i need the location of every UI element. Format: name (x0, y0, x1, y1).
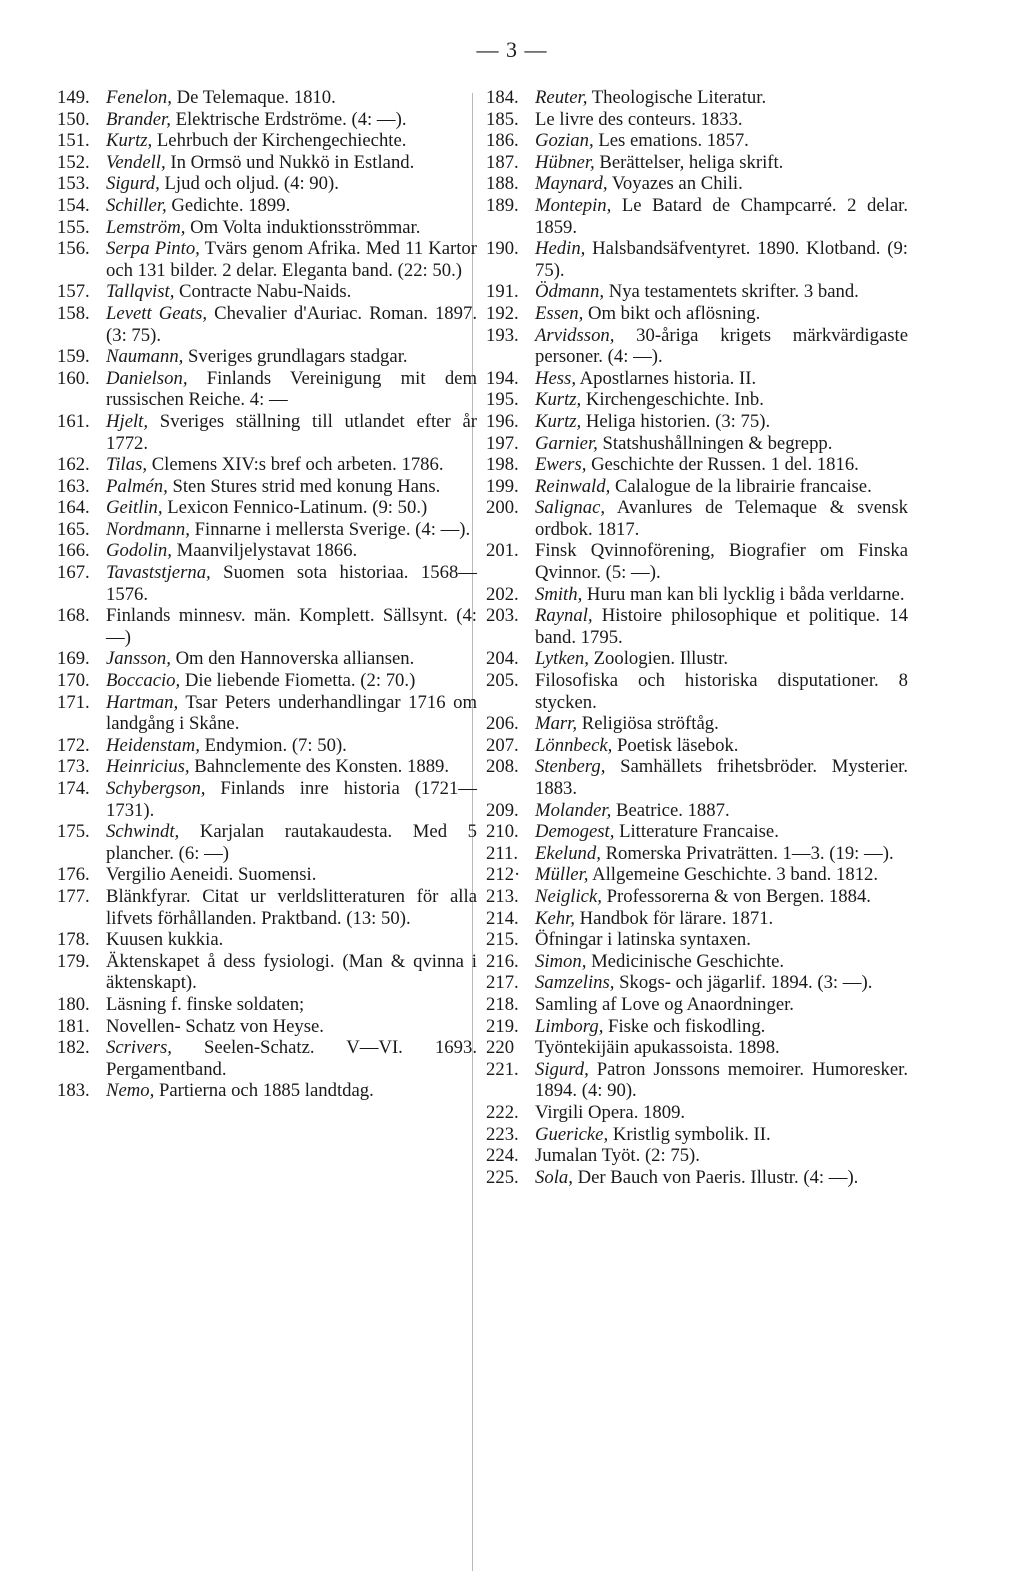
entry-title: Gedichte. 1899. (166, 194, 291, 216)
right-column (486, 87, 908, 1188)
entry-author: Neiglick, (535, 885, 602, 907)
entry-author: Geitlin, (106, 497, 163, 519)
entry-author: Brander, (106, 108, 171, 130)
entry-title: Die liebende Fiometta. (2: 70.) (180, 670, 416, 692)
catalog-entry (57, 1037, 477, 1080)
catalog-entry (486, 1016, 908, 1038)
catalog-entry (57, 605, 477, 648)
entry-title: Romerska Privaträtten. 1—3. (19: —). (600, 842, 894, 864)
catalog-entry (57, 1080, 477, 1102)
entry-title: Clemens XIV:s bref och arbeten. 1786. (147, 454, 444, 476)
entry-number: 196. (486, 410, 519, 432)
catalog-entry (57, 497, 477, 519)
entry-author: Serpa Pinto, (106, 238, 200, 260)
entry-number: 162. (57, 454, 90, 476)
entry-title: Finlands minnesv. män. Komplett. Sällsynt. (4: —) (106, 605, 477, 648)
entry-number: 166. (57, 540, 90, 562)
entry-author: Salignac, (535, 497, 606, 519)
entry-author: Limborg, (535, 1015, 604, 1037)
catalog-entry (57, 1016, 477, 1038)
entry-author: Kurtz, (535, 410, 582, 432)
catalog-entry (486, 670, 908, 713)
entry-number: 189. (486, 194, 519, 216)
entry-author: Reuter, (535, 87, 588, 108)
entry-number: 159. (57, 346, 90, 368)
entry-title: 30-åriga krigets märkvärdigaste personer. (4: —). (535, 324, 908, 368)
catalog-entry (57, 519, 477, 541)
catalog-entry (57, 195, 477, 217)
entry-number: 215. (486, 929, 519, 951)
entry-author: Müller, (535, 864, 589, 886)
entry-author: Garnier, (535, 432, 598, 454)
catalog-entry (57, 454, 477, 476)
catalog-entry (486, 87, 908, 109)
entry-title: Theologische Literatur. (587, 87, 767, 108)
entry-title: Finsk Qvinnoförening, Biografier om Finska Qvinnor. (5: —). (535, 540, 908, 584)
catalog-entry (486, 1167, 908, 1189)
catalog-entry (57, 929, 477, 951)
entry-title: Bahnclemente des Konsten. 1889. (189, 756, 450, 778)
catalog-entry (57, 670, 477, 692)
entry-number: 175. (57, 821, 90, 843)
entry-number: 184. (486, 87, 519, 108)
catalog-entry (57, 864, 477, 886)
entry-title: Chevalier d'Auriac. Roman. 1897. (3: 75). (106, 302, 477, 346)
entry-number: 220 (486, 1037, 515, 1059)
entry-title: Patron Jonssons memoirer. Humoresker. 1894. (4: 90). (535, 1058, 908, 1102)
entry-number: 216. (486, 950, 519, 972)
catalog-entry (486, 929, 908, 951)
entry-number: 151. (57, 130, 90, 152)
entry-title: Seelen-Schatz. V—VI. 1693. Pergamentband. (106, 1037, 477, 1080)
entry-author: Danielson, (106, 367, 188, 389)
entry-title: Om den Hannoverska alliansen. (170, 648, 415, 670)
entry-number: 202. (486, 583, 519, 605)
entry-title: Läsning f. finske soldaten; (106, 993, 305, 1015)
entry-number: 179. (57, 950, 90, 972)
entry-title: De Telemaque. 1810. (171, 87, 336, 108)
catalog-entry (486, 454, 908, 476)
catalog-entry (486, 173, 908, 195)
entry-number: 183. (57, 1080, 90, 1102)
entry-number: 169. (57, 648, 90, 670)
catalog-entry (486, 540, 908, 583)
entry-author: Reinwald, (535, 475, 611, 497)
catalog-entry (57, 130, 477, 152)
entry-title: Berättelser, heliga skrift. (594, 151, 784, 173)
entry-author: Nemo, (106, 1080, 155, 1102)
entry-author: Simon, (535, 950, 587, 972)
catalog-entry (57, 109, 477, 131)
entry-author: Sola, (535, 1166, 573, 1188)
entry-number: 207. (486, 734, 519, 756)
entry-number: 174. (57, 778, 90, 799)
entry-number: 194. (486, 367, 519, 389)
entry-author: Heinricius, (106, 756, 190, 778)
entry-number: 224. (486, 1145, 519, 1167)
entry-number: 152. (57, 151, 90, 173)
catalog-entry (486, 605, 908, 648)
entry-author: Essen, (535, 302, 584, 324)
entry-author: Vendell, (106, 151, 166, 173)
catalog-entry (486, 994, 908, 1016)
entry-number: 160. (57, 367, 90, 389)
entry-title: Le Batard de Champcarré. 2 delar. 1859. (535, 194, 908, 238)
catalog-entry (57, 476, 477, 498)
catalog-entry (486, 303, 908, 325)
entry-number: 223. (486, 1123, 519, 1145)
entry-title: Allgemeine Geschichte. 3 band. 1812. (588, 864, 879, 886)
entry-title: Avanlures de Telemaque & svensk ordbok. 1817. (535, 497, 908, 540)
entry-title: Ljud och oljud. (4: 90). (159, 173, 339, 195)
catalog-entry (486, 476, 908, 498)
entry-number: 206. (486, 713, 519, 735)
catalog-entry (486, 584, 908, 606)
entry-title: Tsar Peters underhandlingar 1716 om landgång i Skåne. (106, 691, 477, 735)
catalog-entry (57, 778, 477, 821)
catalog-entry (486, 130, 908, 152)
catalog-entry (486, 821, 908, 843)
catalog-entry (57, 281, 477, 303)
entry-number: 157. (57, 281, 90, 303)
catalog-entry (57, 886, 477, 929)
entry-number: 225. (486, 1166, 519, 1188)
catalog-entry (57, 735, 477, 757)
catalog-entry (57, 821, 477, 864)
entry-author: Schiller, (106, 194, 167, 216)
entry-number: 173. (57, 756, 90, 778)
entry-number: 176. (57, 864, 90, 886)
entry-number: 198. (486, 454, 519, 476)
catalog-entry (57, 648, 477, 670)
entry-title: Kirchengeschichte. Inb. (581, 389, 764, 411)
entry-title: Finlands Vereinigung mit dem russischen Reiche. 4: — (106, 367, 477, 411)
entry-title: Litterature Francaise. (614, 821, 779, 843)
entry-number: 205. (486, 670, 519, 692)
entry-title: Le livre des conteurs. 1833. (535, 108, 743, 130)
entry-number: 214. (486, 907, 519, 929)
entry-title: Zoologien. Illustr. (588, 648, 729, 670)
entry-number: 180. (57, 993, 90, 1015)
catalog-entry (486, 195, 908, 238)
entry-author: Boccacio, (106, 670, 181, 692)
entry-title: Fiske och fiskodling. (603, 1015, 766, 1037)
entry-number: 178. (57, 929, 90, 951)
entry-title: Geschichte der Russen. 1 del. 1816. (586, 454, 859, 476)
entry-author: Lönnbeck, (535, 734, 613, 756)
catalog-entry (486, 843, 908, 865)
catalog-entry (486, 433, 908, 455)
entry-author: Kehr, (535, 907, 575, 929)
entry-number: 221. (486, 1058, 519, 1080)
entry-number: 204. (486, 648, 519, 670)
entry-title: Endymion. (7: 50). (199, 734, 347, 756)
entry-author: Kurtz, (535, 389, 582, 411)
entry-author: Smith, (535, 583, 583, 605)
entry-author: Stenberg, (535, 756, 606, 778)
catalog-entry (486, 411, 908, 433)
catalog-entry (486, 1102, 908, 1124)
entry-author: Levett Geats, (106, 302, 208, 324)
entry-number: 219. (486, 1015, 519, 1037)
entry-title: Nya testamentets skrifter. 3 band. (604, 281, 859, 303)
entry-title: Blänkfyrar. Citat ur verldslitteraturen för alla lifvets förhållanden. Praktband. (13: 50). (106, 885, 477, 929)
entry-title: Kuusen kukkia. (106, 929, 224, 951)
entry-title: In Ormsö und Nukkö in Estland. (165, 151, 415, 173)
catalog-entry (486, 713, 908, 735)
entry-author: Tallqvist, (106, 281, 175, 303)
catalog-entry (57, 540, 477, 562)
entry-title: Jumalan Työt. (2: 75). (535, 1145, 700, 1167)
entry-author: Samzelins, (535, 972, 615, 994)
entry-author: Hjelt, (106, 410, 149, 432)
entry-title: Professorerna & von Bergen. 1884. (601, 885, 871, 907)
catalog-entry (57, 217, 477, 239)
entry-number: 211. (486, 842, 519, 864)
entry-title: Virgili Opera. 1809. (535, 1101, 686, 1123)
entry-author: Kurtz, (106, 130, 153, 152)
entry-title: Partierna och 1885 landtdag. (154, 1080, 374, 1102)
catalog-entry (486, 281, 908, 303)
entry-number: 177. (57, 885, 90, 907)
catalog-entry (486, 864, 908, 886)
entry-author: Ödmann, (535, 281, 605, 303)
entry-author: Lemström, (106, 216, 186, 238)
entry-title: Öfningar i latinska syntaxen. (535, 929, 751, 951)
entry-author: Montepin, (535, 194, 612, 216)
entry-number: 163. (57, 475, 90, 497)
entry-author: Demogest, (535, 821, 615, 843)
entry-title: Medicinische Geschichte. (586, 950, 785, 972)
entry-author: Maynard, (535, 173, 608, 195)
entry-author: Raynal, (535, 605, 593, 627)
entry-author: Ekelund, (535, 842, 601, 864)
entry-number: 212· (486, 864, 521, 886)
entry-author: Fenelon, (106, 87, 172, 108)
entry-author: Lytken, (535, 648, 589, 670)
catalog-entry (57, 173, 477, 195)
entry-number: 171. (57, 691, 90, 713)
entry-number: 168. (57, 605, 90, 627)
entry-title: Äktenskapet å dess fysiologi. (Man & qvinna i äktenskapt). (106, 950, 477, 994)
entry-number: 201. (486, 540, 519, 562)
entry-author: Molander, (535, 799, 612, 821)
entry-author: Tilas, (106, 454, 148, 476)
entry-number: 200. (486, 497, 519, 519)
entry-title: Halsbandsäfventyret. 1890. Klotband. (9: 75). (535, 238, 908, 281)
entry-title: Les emations. 1857. (593, 130, 749, 152)
entry-number: 172. (57, 734, 90, 756)
entry-number: 170. (57, 670, 90, 692)
entry-author: Schybergson, (106, 778, 206, 799)
catalog-entry (57, 152, 477, 174)
entry-author: Sigurd, (106, 173, 160, 195)
entry-author: Sigurd, (535, 1058, 589, 1080)
entry-title: Elektrische Erdströme. (4: —). (170, 108, 407, 130)
entry-title: Maanviljelystavat 1866. (171, 540, 358, 562)
entry-number: 191. (486, 281, 519, 303)
entry-number: 185. (486, 108, 519, 130)
entry-author: Hess, (535, 367, 577, 389)
entry-title: Skogs- och jägarlif. 1894. (3: —). (614, 972, 873, 994)
entry-title: Voyazes an Chili. (607, 173, 743, 195)
entry-number: 153. (57, 173, 90, 195)
entry-number: 156. (57, 238, 90, 260)
entry-title: Om Volta induktionsströmmar. (185, 216, 421, 238)
entry-number: 208. (486, 756, 519, 778)
entry-title: Lehrbuch der Kirchengechiechte. (152, 130, 407, 152)
entry-title: Huru man kan bli lycklig i båda verldarne. (582, 583, 905, 605)
entry-title: Filosofiska och historiska disputationer. 8 stycken. (535, 670, 908, 713)
entry-number: 186. (486, 130, 519, 152)
entry-title: Contracte Nabu-Naids. (174, 281, 352, 303)
entry-title: Finlands inre historia (1721—1731). (106, 778, 477, 821)
entry-title: Der Bauch von Paeris. Illustr. (4: —). (572, 1166, 859, 1188)
catalog-entry (486, 109, 908, 131)
catalog-entry (486, 368, 908, 390)
entry-title: Calalogue de la librairie francaise. (610, 475, 872, 497)
entry-title: Novellen- Schatz von Heyse. (106, 1015, 324, 1037)
entry-author: Heidenstam, (106, 734, 200, 756)
entry-number: 209. (486, 799, 519, 821)
catalog-entry (486, 1037, 908, 1059)
catalog-entry (486, 152, 908, 174)
entry-title: Tvärs genom Afrika. Med 11 Kartor och 131 bilder. 2 delar. Eleganta band. (22: 50.) (106, 238, 477, 281)
entry-title: Vergilio Aeneidi. Suomensi. (106, 864, 317, 886)
entry-title: Kristlig symbolik. II. (608, 1123, 771, 1145)
catalog-entry (486, 1059, 908, 1102)
entry-number: 161. (57, 410, 90, 432)
catalog-entry (486, 756, 908, 799)
entry-author: Naumann, (106, 346, 184, 368)
left-column (57, 87, 477, 1102)
entry-author: Hartman, (106, 691, 179, 713)
entry-number: 167. (57, 562, 90, 584)
entry-number: 210. (486, 821, 519, 843)
entry-title: Samhällets frihetsbröder. Mysterier. 1883. (535, 756, 908, 799)
entry-number: 150. (57, 108, 90, 130)
entry-number: 218. (486, 993, 519, 1015)
entry-number: 199. (486, 475, 519, 497)
entry-title: Karjalan rautakaudesta. Med 5 plancher. (6: —) (106, 821, 477, 864)
entry-number: 154. (57, 194, 90, 216)
entry-author: Jansson, (106, 648, 171, 670)
catalog-entry (57, 368, 477, 411)
catalog-entry (486, 886, 908, 908)
entry-number: 158. (57, 302, 90, 324)
catalog-entry (486, 1145, 908, 1167)
entry-number: 187. (486, 151, 519, 173)
entry-title: Apostlarnes historia. II. (576, 367, 757, 389)
entry-number: 222. (486, 1101, 519, 1123)
entry-author: Marr, (535, 713, 578, 735)
entry-number: 203. (486, 605, 519, 627)
entry-title: Suomen sota historiaa. 1568—1576. (106, 562, 477, 605)
entry-author: Tavaststjerna, (106, 562, 211, 584)
entry-number: 182. (57, 1037, 90, 1059)
entry-number: 195. (486, 389, 519, 411)
entry-author: Hedin, (535, 238, 586, 260)
entry-title: Finnarne i mellersta Sverige. (4: —). (189, 518, 471, 540)
catalog-entry (57, 562, 477, 605)
catalog-entry (486, 972, 908, 994)
catalog-entry (486, 325, 908, 368)
entry-title: Samling af Love og Anaordninger. (535, 993, 794, 1015)
entry-author: Schwindt, (106, 821, 180, 843)
entry-author: Gozian, (535, 130, 594, 152)
catalog-entry (57, 756, 477, 778)
entry-title: Sveriges ställning till utlandet efter år 1772. (106, 410, 477, 454)
entry-number: 192. (486, 302, 519, 324)
entry-title: Sveriges grundlagars stadgar. (183, 346, 408, 368)
catalog-entry (57, 346, 477, 368)
entry-number: 181. (57, 1015, 90, 1037)
catalog-entry (486, 238, 908, 281)
catalog-entry (57, 692, 477, 735)
catalog-entry (486, 1124, 908, 1146)
entry-author: Palmén, (106, 475, 168, 497)
entry-title: Histoire philosophique et politique. 14 band. 1795. (535, 605, 908, 648)
catalog-entry (486, 497, 908, 540)
entry-title: Statshushållningen & begrepp. (597, 432, 833, 454)
entry-author: Arvidsson, (535, 324, 615, 346)
entry-number: 149. (57, 87, 90, 108)
entry-title: Handbok för lärare. 1871. (574, 907, 774, 929)
catalog-entry (486, 800, 908, 822)
entry-number: 188. (486, 173, 519, 195)
catalog-entry (486, 389, 908, 411)
entry-title: Sten Stures strid med konung Hans. (167, 475, 441, 497)
catalog-entry (57, 238, 477, 281)
entry-title: Beatrice. 1887. (611, 799, 730, 821)
catalog-entry (486, 951, 908, 973)
entry-number: 165. (57, 518, 90, 540)
entry-author: Godolin, (106, 540, 172, 562)
entry-number: 217. (486, 972, 519, 994)
entry-author: Guericke, (535, 1123, 609, 1145)
catalog-entry (57, 411, 477, 454)
entry-author: Ewers, (535, 454, 587, 476)
entry-title: Om bikt och aflösning. (583, 302, 761, 324)
entry-author: Nordmann, (106, 518, 190, 540)
entry-number: 190. (486, 238, 519, 260)
catalog-entry (486, 908, 908, 930)
catalog-entry (486, 735, 908, 757)
entry-title: Heliga historien. (3: 75). (581, 410, 771, 432)
page-number: — 3 — (476, 37, 548, 62)
entry-number: 197. (486, 432, 519, 454)
entry-title: Työntekijäin apukassoista. 1898. (535, 1037, 780, 1059)
catalog-entry (57, 994, 477, 1016)
entry-number: 193. (486, 324, 519, 346)
entry-number: 164. (57, 497, 90, 519)
catalog-entry (486, 648, 908, 670)
catalog-entry (57, 87, 477, 109)
entry-author: Hübner, (535, 151, 595, 173)
entry-title: Religiösa ströftåg. (577, 713, 719, 735)
entry-number: 155. (57, 216, 90, 238)
catalog-entry (57, 951, 477, 994)
entry-number: 213. (486, 885, 519, 907)
catalog-entry (57, 303, 477, 346)
entry-author: Scrivers, (106, 1037, 172, 1059)
entry-title: Lexicon Fennico-Latinum. (9: 50.) (162, 497, 428, 519)
entry-title: Poetisk läsebok. (612, 734, 739, 756)
